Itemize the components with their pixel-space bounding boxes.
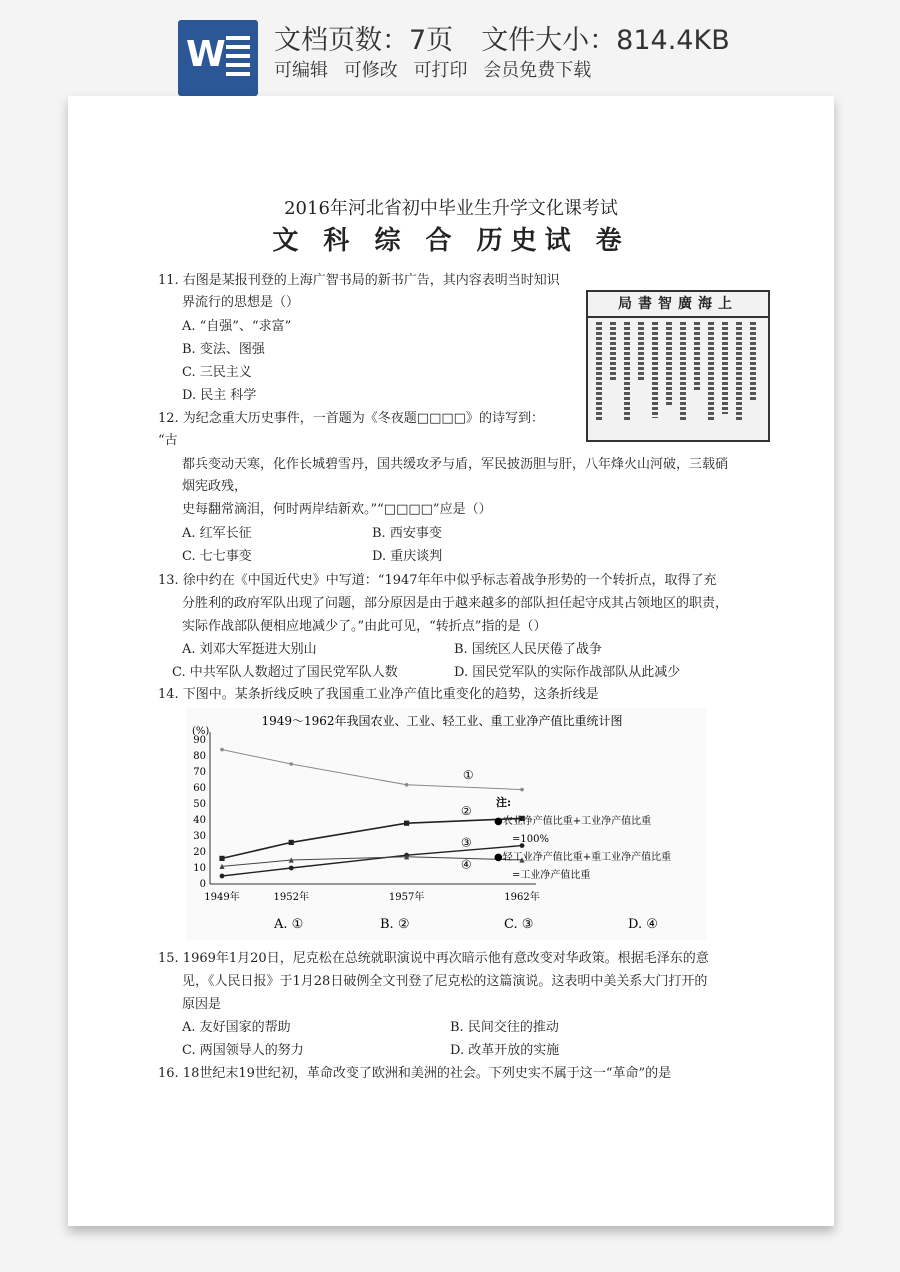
q13-stem-cont1: 分胜利的政府军队出现了问题，部分原因是由于越来越多的部队担任起守戍其占领地区的职责， [182,596,729,611]
download-banner [0,0,900,100]
q13-stem-cont2: 实际作战部队便相应地减少了。”由此可见，“转折点”指的是（） [182,619,547,634]
series-label-3: ③ [460,835,472,850]
series-label-1: ① [462,768,474,783]
chart-note-4: =工业净产值比重 [512,870,591,881]
x-tick-label: 1952年 [273,892,309,903]
document-page [68,96,834,1226]
series-line-3 [222,846,522,876]
chart-title: 1949～1962年我国农业、工业、轻工业、重工业净产值比重统计图 [261,714,623,728]
series-line-2 [222,818,522,858]
y-tick-label: 70 [193,767,206,778]
q14-option-a: A. ① [274,917,304,932]
q11-option-c: C. 三民主义 [182,365,252,380]
q15-option-b: B. 民间交往的推动 [450,1020,559,1035]
series-1-point [520,788,524,792]
q14-option-d: D. ④ [628,917,658,932]
x-tick-label: 1962年 [504,892,540,903]
y-tick-label: 30 [193,831,206,842]
q16-stem: 16. 18世纪末19世纪初，革命改变了欧洲和美洲的社会。下列史实不属于这一“革命”的是 [158,1066,672,1081]
q14-stem: 14. 下图中。某条折线反映了我国重工业净产值比重变化的趋势，这条折线是 [158,687,599,702]
y-tick-label: 80 [193,751,206,762]
series-2-point [289,840,294,845]
page-count: 文档页数：7页 [274,25,454,56]
y-tick-label: 20 [193,847,206,858]
q12-stem-quote: “古 [158,433,178,448]
q13-option-d: D. 国民党军队的实际作战部队从此减少 [454,665,681,680]
q11-stem: 11. 右图是某报刊登的上海广智书局的新书广告，其内容表明当时知识 [158,273,560,288]
file-size: 文件大小：814.4KB [481,25,730,56]
newspaper-title: 局書智廣海上 [588,292,768,318]
q14-option-b: B. ② [380,917,410,932]
q12-poem-line3: 史每翻常滴泪，何时两岸结新欢。”“□□□□”应是（） [182,502,492,517]
series-2-point [219,856,224,861]
q13-option-b: B. 国统区人民厌倦了战争 [454,642,602,657]
x-tick-label: 1957年 [388,892,425,903]
q15-option-d: D. 改革开放的实施 [450,1043,560,1058]
newspaper-columns [594,322,762,434]
exam-subtitle: 文 科 综 合 历史试 卷 [272,226,630,256]
q13-option-c: C. 中共军队人数超过了国民党军队人数 [172,665,398,680]
series-1-point [289,762,293,766]
x-tick-label: 1949年 [204,892,240,903]
y-tick-label: 60 [193,783,206,794]
q15-stem: 15. 1969年1月20日，尼克松在总统就职演说中再次暗示他有意改变对华政策。根据毛泽东的意 [158,951,709,966]
q12-option-c: C. 七七事变 [182,549,252,564]
q12-option-b: B. 西安事变 [372,526,442,541]
q11-stem-cont: 界流行的思想是（） [182,295,300,310]
series-3-point [289,866,294,871]
q15-stem-cont1: 见，《人民日报》于1月28日破例全文刊登了尼克松的这篇演说。这表明中美关系大门打开的 [182,974,708,989]
y-tick-label: 10 [193,863,206,874]
q12-poem-line2: 烟宪政残， [182,479,248,494]
y-tick-label: 40 [193,815,206,826]
q12-option-d: D. 重庆谈判 [372,549,443,564]
feature-editable: 可编辑 [274,60,328,81]
feature-member-download[interactable]: 会员免费下载 [483,60,592,81]
doc-meta [274,18,730,57]
doc-features [274,56,601,82]
q13-option-a: A. 刘邓大军挺进大别山 [182,642,317,657]
q12-option-a: A. 红军长征 [182,526,252,541]
exam-content [68,96,834,1226]
q12-poem-line1: 都兵变动天寒，化作长城碧雪丹，国共缓攻矛与盾，军民披沥胆与肝，八年烽火山河破，三载硝 [182,457,729,472]
chart-note-3: ●轻工业净产值比重+重工业净产值比重 [494,852,672,863]
series-label-2: ② [460,803,472,818]
word-icon-lines [226,36,250,80]
series-line-4 [222,857,522,867]
y-tick-label: 90 [193,735,206,746]
q15-stem-cont2: 原因是 [182,997,222,1012]
q14-line-chart [186,708,706,940]
q13-stem: 13. 徐中约在《中国近代史》中写道：“1947年年中似乎标志着战争形势的一个转折点，取得了充 [158,573,717,588]
q14-option-c: C. ③ [504,917,534,932]
series-label-4: ④ [460,857,472,872]
chart-svg [186,708,706,940]
word-doc-icon [178,20,258,96]
chart-note-2: =100% [512,834,549,845]
exam-title: 2016年河北省初中毕业生升学文化课考试 [284,198,618,219]
chart-note-title: 注: [496,796,512,809]
newspaper-ad-image [586,290,770,442]
series-line-1 [222,750,522,790]
q15-option-c: C. 两国领导人的努力 [182,1043,304,1058]
q11-option-d: D. 民主 科学 [182,388,257,403]
feature-printable: 可打印 [413,60,468,81]
series-3-point [220,874,225,879]
word-letter: W [186,34,226,75]
series-2-point [404,821,409,826]
q12-stem: 12. 为纪念重大历史事件，一首题为《冬夜题□□□□》的诗写到： [158,411,544,426]
chart-note-1: ●农业净产值比重+工业净产值比重 [494,816,652,827]
chart-ylabel: (%) [192,726,210,737]
series-1-point [405,783,409,787]
y-tick-label: 50 [193,799,206,810]
q11-option-b: B. 变法、图强 [182,342,265,357]
q15-option-a: A. 友好国家的帮助 [182,1020,291,1035]
q11-option-a: A. “自强”、“求富” [182,319,292,334]
series-1-point [220,748,224,752]
feature-modifiable: 可修改 [343,60,398,81]
y-tick-label: 0 [199,879,206,890]
